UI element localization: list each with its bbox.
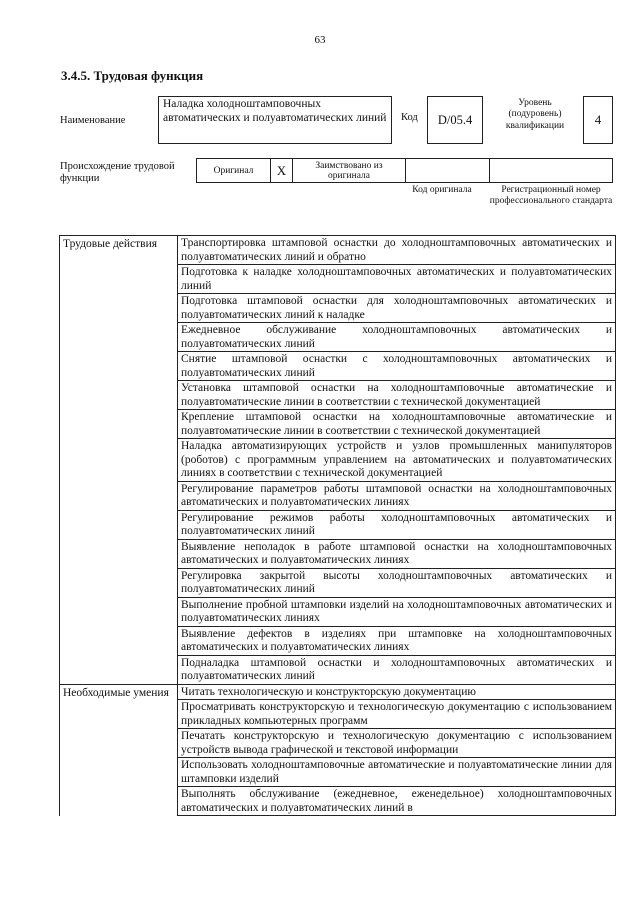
reg-caption: Регистрационный номер профессионального стандарта bbox=[489, 185, 613, 207]
list-item: Выполнение пробной штамповки изделий на холодноштамповочных автоматических и полуавтоматических линиях bbox=[178, 597, 616, 626]
level-label: Уровень (подуровень) квалификации bbox=[505, 98, 565, 131]
list-item: Просматривать конструкторскую и технологическую документацию с использованием прикладных компьютерных программ bbox=[178, 700, 616, 729]
original-mark: X bbox=[271, 159, 293, 183]
section-title: 3.4.5. Трудовая функция bbox=[61, 68, 204, 83]
list-item: Выявление неполадок в работе штамповой оснастки на холодноштамповочных автоматических и полуавтоматических линиях bbox=[178, 539, 616, 568]
list-item: Транспортировка штамповой оснастки до холодноштамповочных автоматических и полуавтоматических линий и обратно bbox=[178, 236, 616, 265]
level-value: 4 bbox=[583, 96, 613, 144]
list-item: Подготовка к наладке холодноштамповочных автоматических и полуавтоматических линий bbox=[178, 265, 616, 294]
borrowed-label: Заимствовано из оригинала bbox=[293, 159, 406, 183]
list-item: Регулирование параметров работы штамповой оснастки на холодноштамповочных автоматических и полуавтоматических линиях bbox=[178, 481, 616, 510]
list-item: Ежедневное обслуживание холодноштамповочных автоматических и полуавтоматических линий bbox=[178, 323, 616, 352]
skills-label: Необходимые умения bbox=[60, 684, 178, 816]
function-table bbox=[59, 235, 616, 816]
table-row bbox=[60, 684, 616, 700]
list-item: Подготовка штамповой оснастки для холодноштамповочных автоматических и полуавтоматических линий к наладке bbox=[178, 294, 616, 323]
list-item: Использовать холодноштамповочные автоматические и полуавтоматические линии для штамповки изделий bbox=[178, 758, 616, 787]
page-number: 63 bbox=[314, 34, 326, 46]
origin-label: Происхождение трудовой функции bbox=[60, 161, 175, 185]
list-item: Регулировка закрытой высоты холодноштамповочных автоматических и полуавтоматических линий bbox=[178, 568, 616, 597]
original-label: Оригинал bbox=[197, 159, 271, 183]
list-item: Регулирование режимов работы холодноштамповочных автоматических и полуавтоматических линий bbox=[178, 510, 616, 539]
code-value: D/05.4 bbox=[427, 96, 483, 144]
code-label: Код bbox=[401, 112, 418, 123]
table-row bbox=[60, 236, 616, 265]
list-item: Читать технологическую и конструкторскую документацию bbox=[178, 684, 616, 700]
code-caption: Код оригинала bbox=[412, 185, 472, 195]
list-item: Выполнять обслуживание (ежедневное, еженедельное) холодноштамповочных автоматических и полуавтоматических линий в bbox=[178, 787, 616, 816]
list-item: Наладка автоматизирующих устройств и узлов промышленных манипуляторов (роботов) с программным управлением на автоматических и полуавтоматических линиях в соответствии с технической документацией bbox=[178, 439, 616, 482]
name-value: Наладка холодноштамповочных автоматических и полуавтоматических линий bbox=[158, 96, 392, 144]
original-code-cell bbox=[406, 159, 490, 183]
name-label: Наименование bbox=[60, 115, 126, 126]
list-item: Крепление штамповой оснастки на холодноштамповочные автоматические и полуавтоматические линии в соответствии с технической документацией bbox=[178, 410, 616, 439]
list-item: Установка штамповой оснастки на холодноштамповочные автоматические и полуавтоматические линии в соответствии с технической документацией bbox=[178, 381, 616, 410]
reg-number-cell bbox=[490, 159, 613, 183]
labor_actions-label: Трудовые действия bbox=[60, 236, 178, 685]
list-item: Печатать конструкторскую и технологическую документацию с использованием устройств вывода графической и текстовой информации bbox=[178, 729, 616, 758]
list-item: Снятие штамповой оснастки с холодноштамповочных автоматических и полуавтоматических линий bbox=[178, 352, 616, 381]
list-item: Выявление дефектов в изделиях при штамповке на холодноштамповочных автоматических и полуавтоматических линиях bbox=[178, 626, 616, 655]
list-item: Подналадка штамповой оснастки и холодноштамповочных автоматических и полуавтоматических линий bbox=[178, 655, 616, 684]
origin-table bbox=[196, 158, 613, 183]
